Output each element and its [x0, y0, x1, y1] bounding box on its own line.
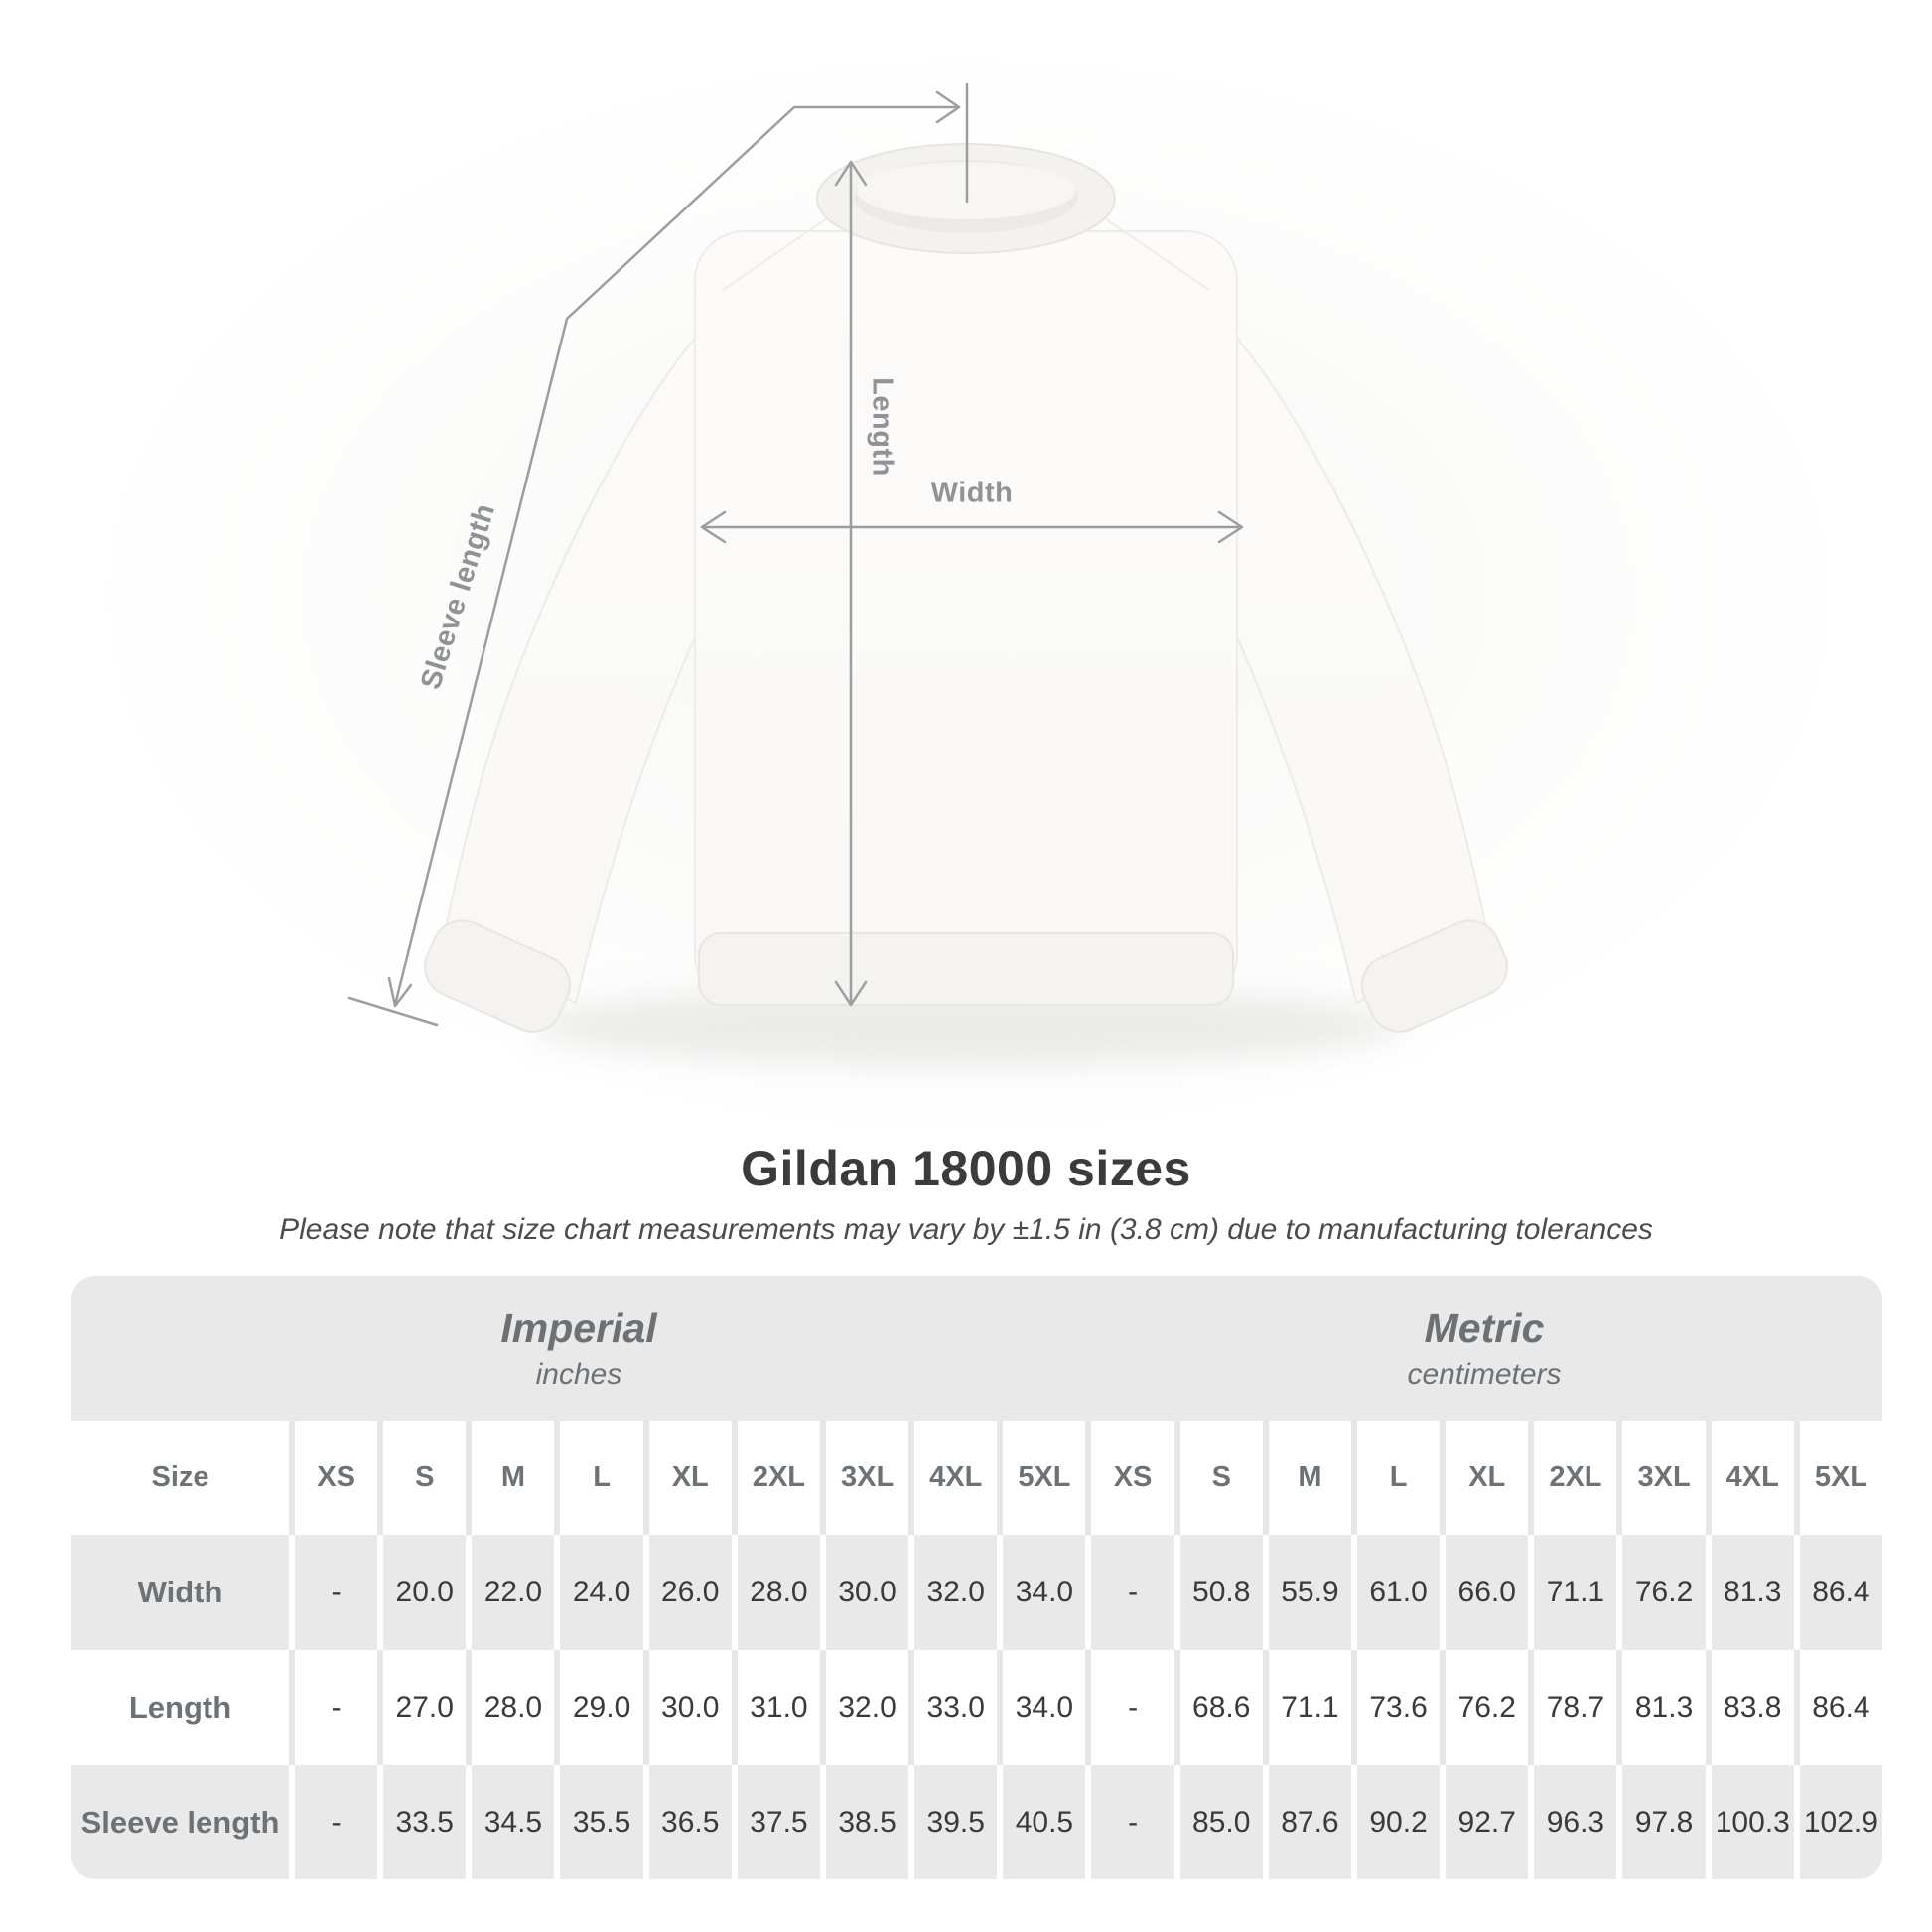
imperial-value-cell: 32.0 — [914, 1535, 997, 1650]
size-header-metric-l: L — [1357, 1421, 1440, 1535]
imperial-value-cell: - — [295, 1650, 377, 1765]
size-header-imperial-s: S — [383, 1421, 466, 1535]
metric-unit: centimeters — [1407, 1357, 1562, 1391]
size-header-imperial-xs: XS — [295, 1421, 377, 1535]
table-row-width — [71, 1535, 1882, 1650]
metric-value-cell: 71.1 — [1534, 1535, 1616, 1650]
size-header-metric-m: M — [1269, 1421, 1351, 1535]
size-header-imperial-3xl: 3XL — [826, 1421, 908, 1535]
unit-header-band — [71, 1276, 1882, 1421]
imperial-value-cell: 34.0 — [1003, 1535, 1085, 1650]
imperial-value-cell: 36.5 — [649, 1765, 732, 1879]
metric-value-cell: 55.9 — [1269, 1535, 1351, 1650]
size-header-imperial-4xl: 4XL — [914, 1421, 997, 1535]
imperial-value-cell: 26.0 — [649, 1535, 732, 1650]
imperial-value-cell: 22.0 — [472, 1535, 554, 1650]
metric-value-cell: 76.2 — [1622, 1535, 1705, 1650]
tolerance-note: Please note that size chart measurements may vary by ±1.5 in (3.8 cm) due to manufacturing tolerances — [279, 1213, 1653, 1246]
imperial-value-cell: 24.0 — [560, 1535, 642, 1650]
metric-value-cell: 85.0 — [1180, 1765, 1263, 1879]
imperial-value-cell: 28.0 — [472, 1650, 554, 1765]
width-measure-label: Width — [930, 477, 1014, 509]
size-header-metric-5xl: 5XL — [1800, 1421, 1882, 1535]
metric-value-cell: 78.7 — [1534, 1650, 1616, 1765]
imperial-value-cell: 20.0 — [383, 1535, 466, 1650]
body — [695, 231, 1237, 1005]
imperial-value-cell: 32.0 — [826, 1650, 908, 1765]
table-row-sleeve-length — [71, 1765, 1882, 1879]
metric-value-cell: 73.6 — [1357, 1650, 1440, 1765]
imperial-value-cell: - — [295, 1765, 377, 1879]
metric-value-cell: 50.8 — [1180, 1535, 1263, 1650]
size-column-header: Size — [71, 1421, 289, 1535]
imperial-value-cell: 33.0 — [914, 1650, 997, 1765]
metric-header — [1086, 1276, 1882, 1421]
metric-label: Metric — [1424, 1305, 1545, 1351]
row-label: Length — [71, 1650, 289, 1765]
size-header-row — [71, 1421, 1882, 1535]
imperial-value-cell: 31.0 — [738, 1650, 820, 1765]
metric-value-cell: 90.2 — [1357, 1765, 1440, 1879]
row-label: Width — [71, 1535, 289, 1650]
metric-value-cell: 83.8 — [1712, 1650, 1794, 1765]
metric-value-cell: 97.8 — [1622, 1765, 1705, 1879]
size-header-metric-xs: XS — [1091, 1421, 1173, 1535]
imperial-value-cell: 37.5 — [738, 1765, 820, 1879]
metric-value-cell: 81.3 — [1622, 1650, 1705, 1765]
hem-ribbing — [699, 933, 1233, 1005]
imperial-value-cell: 35.5 — [560, 1765, 642, 1879]
metric-value-cell: 96.3 — [1534, 1765, 1616, 1879]
metric-value-cell: 86.4 — [1800, 1535, 1882, 1650]
imperial-value-cell: - — [295, 1535, 377, 1650]
size-header-imperial-2xl: 2XL — [738, 1421, 820, 1535]
metric-value-cell: - — [1091, 1650, 1173, 1765]
imperial-value-cell: 39.5 — [914, 1765, 997, 1879]
imperial-value-cell: 30.0 — [826, 1535, 908, 1650]
imperial-value-cell: 30.0 — [649, 1650, 732, 1765]
size-header-imperial-m: M — [472, 1421, 554, 1535]
metric-value-cell: 100.3 — [1712, 1765, 1794, 1879]
sleeve-length-measure-label: Sleeve length — [414, 499, 502, 694]
metric-value-cell: - — [1091, 1765, 1173, 1879]
imperial-header — [71, 1276, 1086, 1421]
size-header-imperial-xl: XL — [649, 1421, 732, 1535]
size-chart-table — [71, 1276, 1882, 1879]
imperial-value-cell: 40.5 — [1003, 1765, 1085, 1879]
size-header-metric-xl: XL — [1446, 1421, 1528, 1535]
imperial-value-cell: 27.0 — [383, 1650, 466, 1765]
imperial-value-cell: 34.5 — [472, 1765, 554, 1879]
metric-value-cell: 102.9 — [1800, 1765, 1882, 1879]
measurement-rows — [71, 1535, 1882, 1879]
metric-value-cell: 92.7 — [1446, 1765, 1528, 1879]
imperial-label: Imperial — [500, 1305, 657, 1351]
metric-value-cell: 66.0 — [1446, 1535, 1528, 1650]
table-row-length — [71, 1650, 1882, 1765]
size-header-imperial-l: L — [560, 1421, 642, 1535]
metric-value-cell: - — [1091, 1535, 1173, 1650]
metric-value-cell: 86.4 — [1800, 1650, 1882, 1765]
size-header-imperial-5xl: 5XL — [1003, 1421, 1085, 1535]
size-header-metric-4xl: 4XL — [1712, 1421, 1794, 1535]
metric-value-cell: 76.2 — [1446, 1650, 1528, 1765]
imperial-unit: inches — [535, 1357, 622, 1391]
metric-value-cell: 81.3 — [1712, 1535, 1794, 1650]
imperial-value-cell: 33.5 — [383, 1765, 466, 1879]
metric-value-cell: 87.6 — [1269, 1765, 1351, 1879]
imperial-value-cell: 38.5 — [826, 1765, 908, 1879]
row-label: Sleeve length — [71, 1765, 289, 1879]
imperial-value-cell: 28.0 — [738, 1535, 820, 1650]
metric-value-cell: 61.0 — [1357, 1535, 1440, 1650]
size-header-metric-2xl: 2XL — [1534, 1421, 1616, 1535]
length-measure-label: Length — [866, 377, 898, 477]
imperial-value-cell: 34.0 — [1003, 1650, 1085, 1765]
size-header-metric-s: S — [1180, 1421, 1263, 1535]
page-title: Gildan 18000 sizes — [741, 1141, 1191, 1196]
size-header-metric-3xl: 3XL — [1622, 1421, 1705, 1535]
metric-value-cell: 71.1 — [1269, 1650, 1351, 1765]
metric-value-cell: 68.6 — [1180, 1650, 1263, 1765]
imperial-value-cell: 29.0 — [560, 1650, 642, 1765]
